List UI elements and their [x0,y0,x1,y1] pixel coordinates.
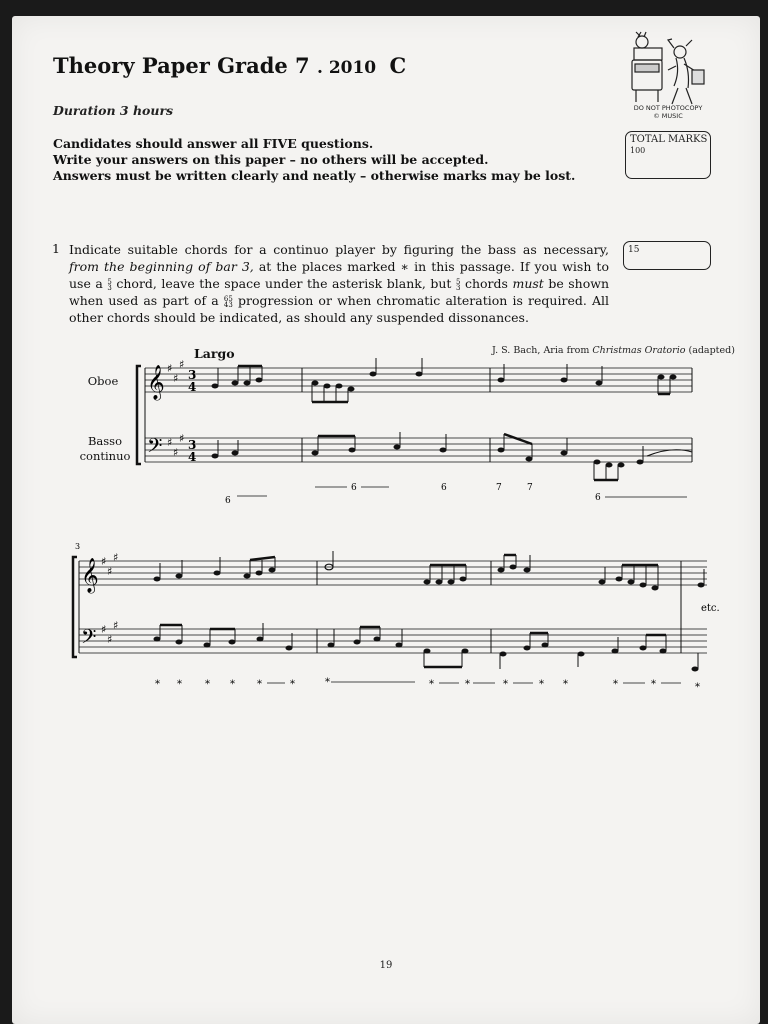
extender-lines [237,487,687,497]
figure-label: 6 [351,483,357,493]
score-system-1 [127,356,712,506]
total-marks-box [625,131,711,179]
figure-label: 7 [496,483,502,493]
oboe-beams [238,366,670,402]
instruction-line: Candidates should answer all FIVE questions. [53,136,374,151]
svg-text:♯: ♯ [101,555,107,568]
system-bracket [137,366,141,464]
svg-text:*: * [290,679,295,690]
svg-text:♯: ♯ [173,446,179,459]
page-number: 19 [379,960,393,971]
question-text-part: progression or when chromatic alteration is required. All other chords should be indicated, as should any suspended dissonances. [69,293,609,325]
exam-page [12,16,760,1024]
total-marks-label: TOTAL MARKS [630,134,708,145]
credit-work: Christmas Oratorio [592,345,686,356]
figure-53: 5 3 [228,294,233,309]
svg-text:♯: ♯ [113,551,119,564]
svg-text:3: 3 [188,438,197,452]
svg-text:3: 3 [188,368,197,382]
figure-label: 6 [225,496,231,506]
svg-text:♯: ♯ [179,432,185,445]
question-marks-value: 15 [628,245,640,255]
instrument-label-line: Basso [87,434,123,448]
credit-text: J. S. Bach, Aria from [492,345,590,356]
svg-text:*: * [613,679,618,690]
question-text-part: Indicate suitable chords for a continuo player by figuring the bass as necessary, [69,242,609,257]
svg-text:*: * [563,679,568,690]
question-text-part: must [512,276,544,291]
svg-text:*: * [205,679,210,690]
title-year: . 2010 [316,58,377,78]
copyright-line: © MUSIC [653,112,683,120]
svg-text:♯: ♯ [107,565,113,578]
etc-label: etc. [701,603,720,614]
treble-clef-icon: 𝄞 [81,558,99,593]
title-text: Theory Paper Grade 7 [53,53,310,78]
oboe-stems-2 [160,551,704,588]
svg-text:*: * [257,679,262,690]
system-bracket-2 [73,557,77,657]
svg-text:♯: ♯ [167,436,173,449]
svg-text:4: 4 [188,380,197,394]
tempo-marking: Largo [194,346,235,361]
bass-clef-icon: 𝄢 [81,625,97,653]
instruction-line: Write your answers on this paper – no others will be accepted. [53,152,489,167]
question-number: 1 [52,241,60,256]
bass-stems-2 [160,623,698,669]
question-text-part: chords [464,276,508,291]
total-marks-value: 100 [630,146,646,155]
instrument-label-line: continuo [79,449,131,463]
instructions [53,136,575,184]
svg-text:*: * [539,679,544,690]
svg-text:*: * [695,682,700,693]
question-text-part: chord, leave the space under the asterisk blank, but [116,276,452,291]
key-signature-2 [101,551,118,646]
svg-text:♯: ♯ [101,623,107,636]
svg-text:*: * [230,679,235,690]
svg-text:*: * [177,679,182,690]
svg-text:♯: ♯ [173,372,179,385]
svg-text:*: * [429,679,434,690]
svg-text:*: * [465,679,470,690]
question-text [69,241,609,326]
figure-53: 5 3 [107,277,112,292]
svg-text:*: * [325,677,330,688]
figured-bass [225,483,601,506]
bass-beams [318,434,618,480]
svg-text:*: * [155,679,160,690]
bar-number: 3 [75,542,81,551]
oboe-staff-2 [79,561,707,585]
asterisk-marks [155,677,700,693]
figure-53: 5 3 [455,277,461,292]
figure-label: 7 [527,483,533,493]
bass-beams-2 [160,625,666,667]
svg-text:*: * [651,679,656,690]
time-signature [188,368,196,464]
figure-64: 6 4 [223,294,229,309]
svg-text:♯: ♯ [167,362,173,375]
title-letter: C [389,53,407,78]
question-text-part: at the places marked ∗ in this passage. If you wish to use a [69,259,609,291]
figure-label: 6 [595,493,601,503]
question-text-part: from the beginning of bar 3, [69,259,254,274]
svg-text:*: * [503,679,508,690]
bass-clef-icon: 𝄢 [147,434,163,462]
instrument-label-oboe: Oboe [87,374,119,388]
instruction-line: Answers must be written clearly and neatly – otherwise marks may be lost. [53,168,576,183]
svg-text:♯: ♯ [113,619,119,632]
copyright-line: DO NOT PHOTOCOPY [633,104,703,112]
bass-staff [145,438,692,462]
svg-text:♯: ♯ [179,358,185,371]
tie [647,450,692,456]
duration-text: Duration 3 hours [53,103,174,118]
question-text-part: be shown when used as part of a [69,276,610,308]
score-credit [492,345,735,356]
oboe-beams-2 [250,555,658,565]
barlines [145,368,692,462]
treble-clef-icon: 𝄞 [147,365,165,400]
svg-text:♯: ♯ [107,633,113,646]
page-title [53,53,406,78]
question-marks-box [623,241,711,270]
score-system-2 [67,539,720,694]
oboe-notes [212,372,677,392]
svg-text:4: 4 [188,450,197,464]
figure-label: 6 [441,483,447,493]
credit-text: (adapted) [688,345,735,356]
copyright-notice [616,104,720,120]
